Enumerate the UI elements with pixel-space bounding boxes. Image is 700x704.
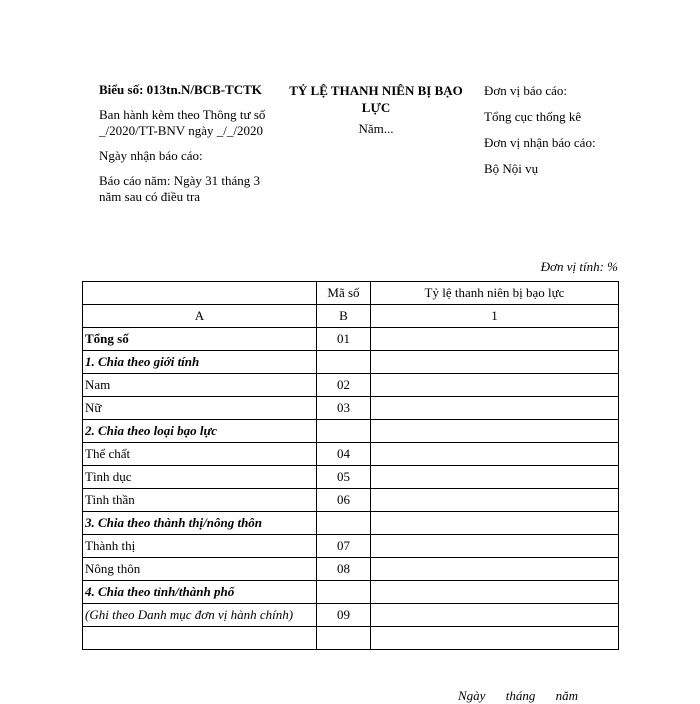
receiving-unit: Bộ Nội vụ: [484, 161, 539, 176]
table-row: [83, 443, 619, 466]
row-label: 3. Chia theo thành thị/nông thôn: [83, 512, 317, 535]
table-row: [83, 581, 619, 604]
row-label: Nữ: [83, 397, 317, 420]
table-row: [83, 328, 619, 351]
row-code: 01: [317, 328, 371, 351]
received-date: Ngày nhận báo cáo:: [99, 148, 203, 163]
row-value[interactable]: [371, 466, 619, 489]
table-row: [83, 535, 619, 558]
row-code: 09: [317, 604, 371, 627]
date-day: Ngày: [458, 688, 486, 703]
row-value[interactable]: [371, 489, 619, 512]
row-value[interactable]: [371, 558, 619, 581]
header-cell-label: [83, 282, 317, 305]
row-label: 4. Chia theo tỉnh/thành phố: [83, 581, 317, 604]
row-code: 04: [317, 443, 371, 466]
row-code: 05: [317, 466, 371, 489]
date-month: tháng: [505, 688, 536, 703]
table-codes-row: [83, 305, 619, 328]
table-header-row: [83, 282, 619, 305]
reporting-unit-label: Đơn vị báo cáo:: [484, 83, 568, 98]
table-row: [83, 489, 619, 512]
row-code: [317, 581, 371, 604]
report-year: Năm...: [358, 121, 394, 136]
signature-date: [458, 688, 578, 704]
table-row: [83, 466, 619, 489]
table-row: [83, 627, 619, 650]
report-title: TỶ LỆ THANH NIÊN BỊ BẠO LỰC: [289, 83, 463, 115]
table-row: [83, 420, 619, 443]
row-value[interactable]: [371, 581, 619, 604]
row-label: Nông thôn: [83, 558, 317, 581]
row-value[interactable]: [371, 512, 619, 535]
row-label: Tổng số: [83, 328, 317, 351]
row-label: Tinh thần: [83, 489, 317, 512]
row-code: 07: [317, 535, 371, 558]
row-code: [317, 512, 371, 535]
table-row: [83, 558, 619, 581]
row-value[interactable]: [371, 374, 619, 397]
row-code: 08: [317, 558, 371, 581]
row-value[interactable]: [371, 535, 619, 558]
row-code: 06: [317, 489, 371, 512]
row-label: (Ghi theo Danh mục đơn vị hành chính): [83, 604, 317, 627]
row-label: 2. Chia theo loại bạo lực: [83, 420, 317, 443]
row-code: [317, 627, 371, 650]
form-info: [99, 82, 274, 214]
codes-cell-value: 1: [371, 305, 619, 328]
table-row: [83, 351, 619, 374]
annual-report: Báo cáo năm: Ngày 31 tháng 3 năm sau có điều tra: [99, 173, 261, 204]
unit-info: [484, 82, 604, 186]
reporting-unit: Tổng cục thống kê: [484, 109, 582, 124]
row-code: 03: [317, 397, 371, 420]
header-cell-value: Tỷ lệ thanh niên bị bạo lực: [371, 282, 619, 305]
date-year: năm: [555, 688, 578, 703]
report-table: [82, 281, 619, 650]
row-label: Nam: [83, 374, 317, 397]
row-value[interactable]: [371, 351, 619, 374]
row-value[interactable]: [371, 604, 619, 627]
report-heading: [278, 82, 474, 137]
row-label: Thể chất: [83, 443, 317, 466]
row-label: Thành thị: [83, 535, 317, 558]
table-row: [83, 397, 619, 420]
table-row: [83, 374, 619, 397]
issued-with: Ban hành kèm theo Thông tư số _/2020/TT-BNV ngày _/_/2020: [99, 107, 266, 138]
unit-note: Đơn vị tính: %: [540, 259, 618, 274]
header-cell-code: Mã số: [317, 282, 371, 305]
row-label: Tình dục: [83, 466, 317, 489]
row-code: [317, 420, 371, 443]
form-code: Biểu số: 013tn.N/BCB-TCTK: [99, 82, 262, 97]
codes-cell-code: B: [317, 305, 371, 328]
row-value[interactable]: [371, 627, 619, 650]
table-row: [83, 604, 619, 627]
row-code: [317, 351, 371, 374]
receiving-unit-label: Đơn vị nhận báo cáo:: [484, 135, 596, 150]
codes-cell-label: A: [83, 305, 317, 328]
row-code: 02: [317, 374, 371, 397]
row-value[interactable]: [371, 328, 619, 351]
row-value[interactable]: [371, 420, 619, 443]
row-label: 1. Chia theo giới tính: [83, 351, 317, 374]
row-value[interactable]: [371, 443, 619, 466]
row-label: [83, 627, 317, 650]
row-value[interactable]: [371, 397, 619, 420]
table-row: [83, 512, 619, 535]
